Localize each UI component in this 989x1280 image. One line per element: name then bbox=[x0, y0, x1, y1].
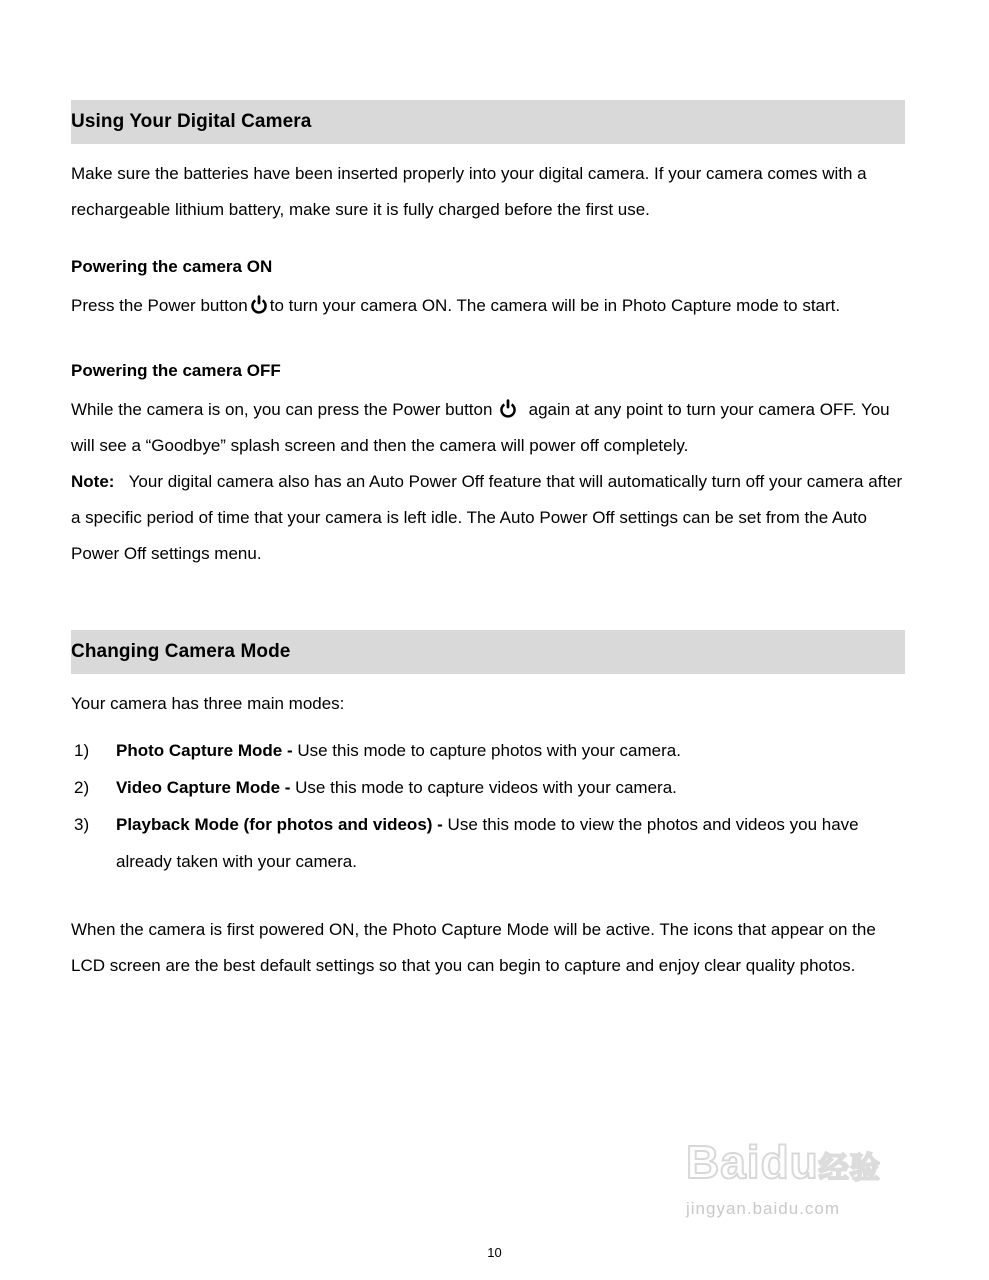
list-item bbox=[71, 769, 905, 806]
closing-paragraph: When the camera is first powered ON, the Photo Capture Mode will be active. The icons that appear on the LCD screen are the best default settings so that you can begin to capture and enjoy clear quality photos. bbox=[71, 920, 876, 975]
list-item-title: Video Capture Mode - bbox=[116, 778, 296, 797]
intro-paragraph-1: Make sure the batteries have been inserted properly into your digital camera. If your camera comes with a rechargeable lithium battery, make sure it is fully charged before the first use. bbox=[71, 164, 867, 219]
watermark-cn-text: 经验 bbox=[818, 1152, 881, 1185]
watermark-brand: Baidu bbox=[686, 1136, 819, 1188]
powering-off-text-before: While the camera is on, you can press the Power button bbox=[71, 400, 493, 419]
list-item-desc: Use this mode to view the photos and videos you have already taken with your camera. bbox=[116, 815, 859, 871]
subheading-powering-on: Powering the camera ON bbox=[71, 257, 273, 276]
list-item-title: Playback Mode (for photos and videos) - bbox=[116, 815, 448, 834]
powering-on-paragraph bbox=[71, 288, 905, 324]
powering-off-text-after: again at any point to turn your camera OFF. You will see a “Goodbye” splash screen and then the camera will power off completely. bbox=[71, 400, 890, 455]
section-heading-text: Using Your Digital Camera bbox=[71, 111, 312, 132]
list-item-number: 3) bbox=[74, 815, 90, 834]
powering-off-paragraph bbox=[71, 392, 905, 464]
list-item-desc: Use this mode to capture videos with your camera. bbox=[295, 778, 677, 797]
power-button-icon bbox=[497, 397, 519, 419]
intro-paragraph-2: Your camera has three main modes: bbox=[71, 694, 345, 713]
camera-modes-list bbox=[71, 732, 905, 880]
document-content bbox=[71, 100, 905, 984]
baidu-watermark bbox=[686, 1136, 936, 1236]
section-heading-changing-camera-mode bbox=[71, 630, 905, 674]
note-label: Note: bbox=[71, 472, 115, 491]
subheading-powering-off: Powering the camera OFF bbox=[71, 361, 281, 380]
list-item bbox=[71, 732, 905, 769]
watermark-url: jingyan.baidu.com bbox=[686, 1199, 841, 1218]
list-item-title: Photo Capture Mode - bbox=[116, 741, 298, 760]
section-spacer bbox=[71, 572, 905, 630]
page-number: 10 bbox=[487, 1245, 502, 1260]
section-heading-using-your-digital-camera bbox=[71, 100, 905, 144]
note-text: Your digital camera also has an Auto Power Off feature that will automatically turn off your camera after a specific period of time that your camera is left idle. The Auto Power Off settings can be set from the Auto Power Off settings menu. bbox=[71, 472, 903, 563]
note-paragraph bbox=[71, 464, 905, 572]
powering-on-text-before: Press the Power button bbox=[71, 296, 248, 315]
list-item-number: 2) bbox=[74, 778, 90, 797]
list-item-desc: Use this mode to capture photos with your camera. bbox=[297, 741, 681, 760]
power-button-icon bbox=[248, 293, 270, 315]
list-item-number: 1) bbox=[74, 741, 90, 760]
list-item bbox=[71, 806, 905, 880]
section-heading-text: Changing Camera Mode bbox=[71, 641, 291, 662]
watermark-main-text bbox=[686, 1136, 936, 1195]
powering-on-text-after: to turn your camera ON. The camera will be in Photo Capture mode to start. bbox=[269, 296, 841, 315]
